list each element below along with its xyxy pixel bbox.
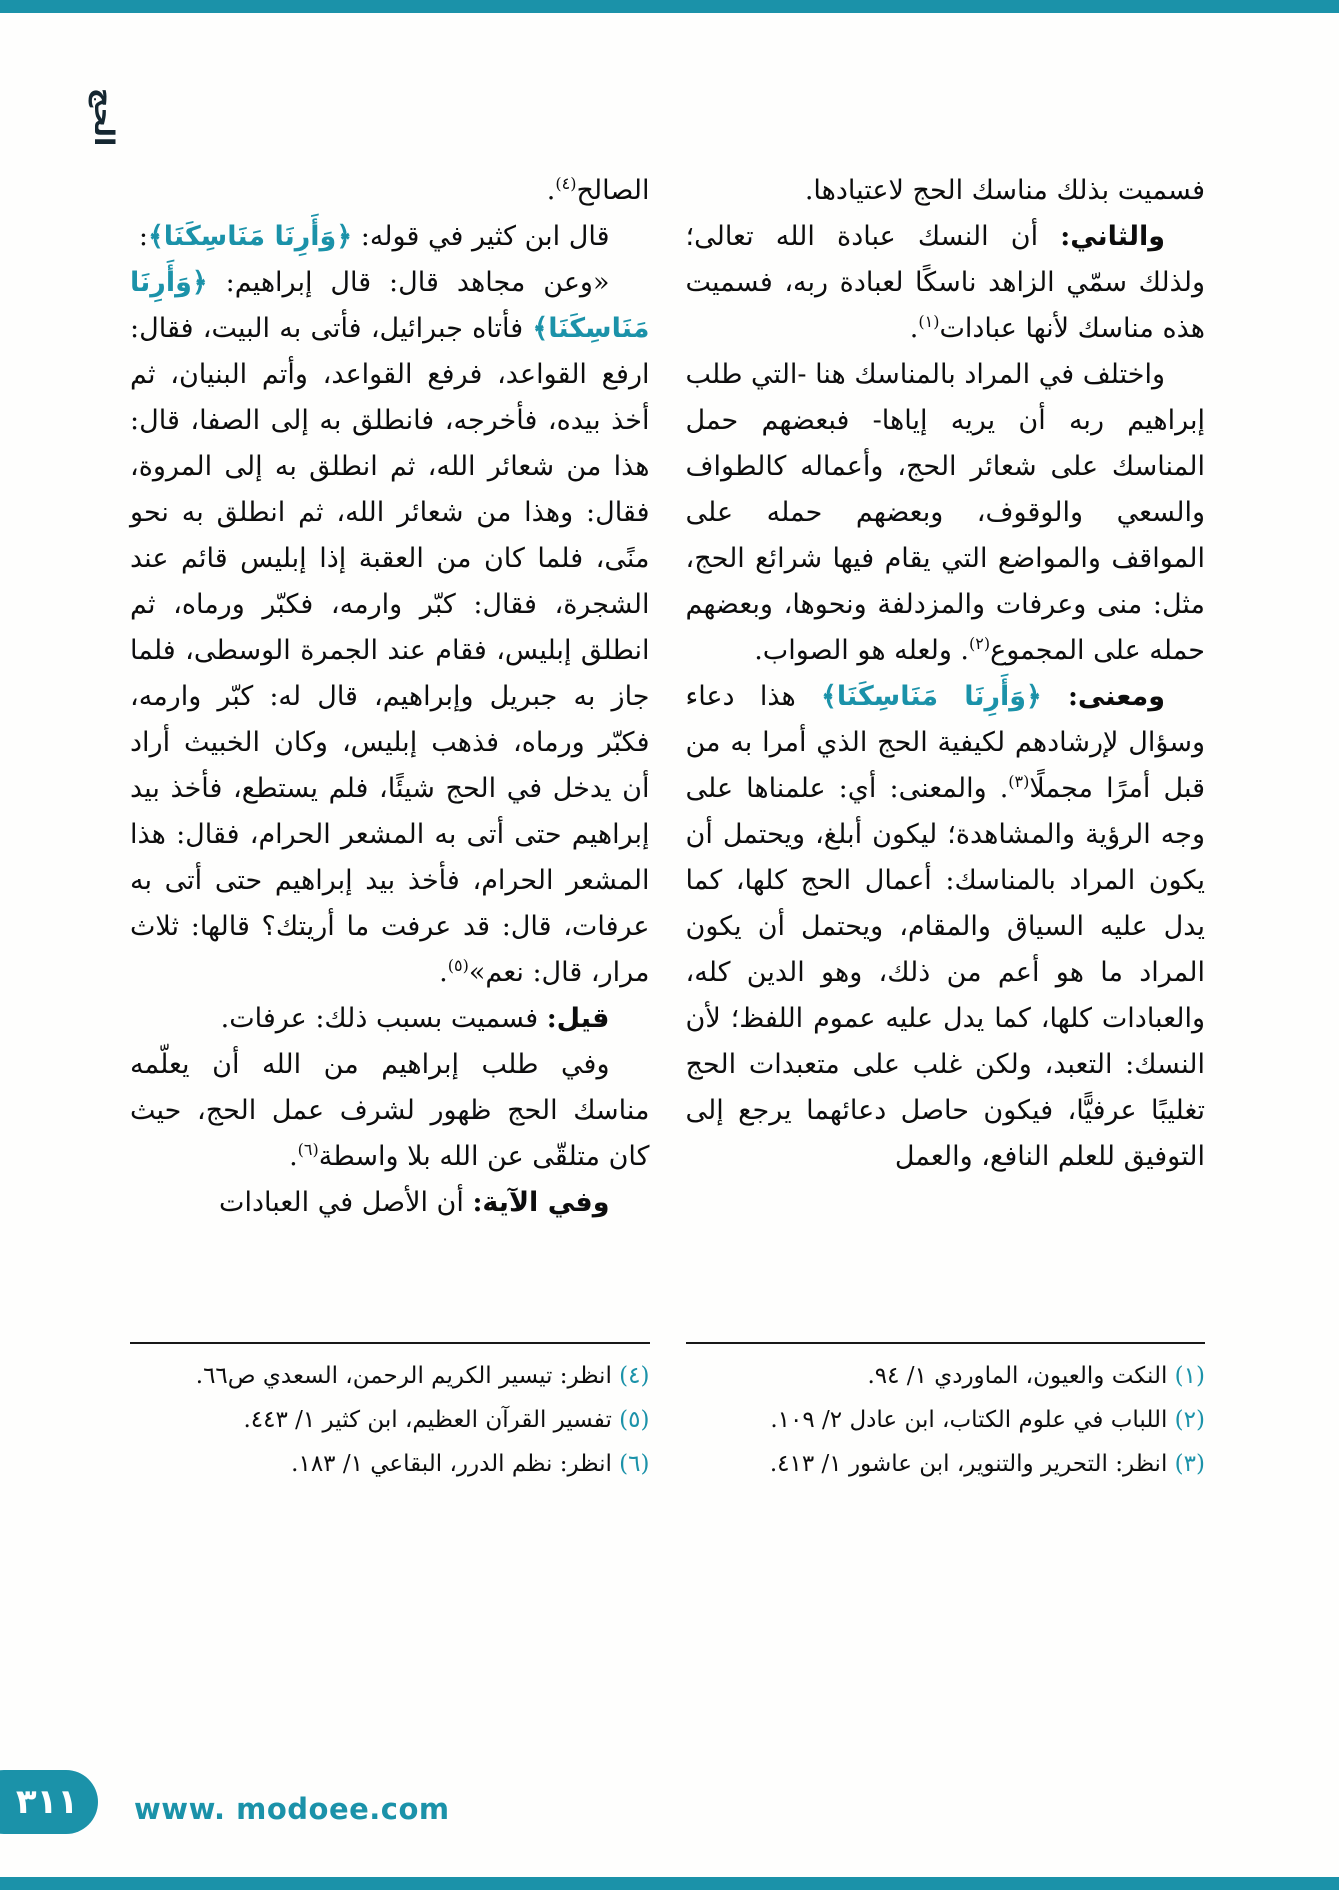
text-segment: الصالح — [576, 175, 650, 206]
footnote-text: انظر: التحرير والتنوير، ابن عاشور ١/ ٤١٣. — [769, 1451, 1175, 1477]
quran-verse: ﴿وَأَرِنَا مَنَاسِكَنَا﴾ — [130, 267, 650, 344]
text-segment: أن النسك عبادة الله تعالى؛ ولذلك سمّي الزاهد ناسكًا لعبادة ربه، فسميت هذه مناسك لأنها عبادات — [685, 221, 1205, 344]
paragraph — [686, 168, 1206, 214]
footnote-number: (١) — [1174, 1363, 1205, 1389]
page-number: ٣١١ — [15, 1782, 79, 1822]
footnote-number: (٢) — [1174, 1407, 1205, 1433]
paragraph — [130, 996, 650, 1042]
footnote — [686, 1358, 1206, 1395]
page-number-badge — [0, 1770, 98, 1834]
bottom-border-bar — [0, 1877, 1339, 1890]
text-segment: وفي الآية: — [472, 1187, 610, 1218]
footnote-text: تفسير القرآن العظيم، ابن كثير ١/ ٤٤٣. — [243, 1407, 620, 1433]
column-right — [686, 168, 1206, 1483]
footnote — [130, 1446, 650, 1483]
paragraph — [130, 260, 650, 996]
paragraph — [130, 1042, 650, 1180]
text-segment: . — [439, 957, 448, 988]
paragraph — [686, 214, 1206, 352]
text-segment: واختلف في المراد بالمناسك هنا -التي طلب إبراهيم ربه أن يريه إياها- فبعضهم حمل المناسك على شعائر الحج، وأعماله كالطواف والسعي والوقوف، وبعضهم حمله على المواقف والمواضع التي يقام فيها شرائع الحج، مثل: منى وعرفات والمزدلفة ونحوها، وبعضهم حمله على المجموع — [685, 359, 1205, 666]
text-segment: فأتاه جبرائيل، فأتى به البيت، فقال: ارفع القواعد، فرفع القواعد، وأتم البنيان، ثم أخذ بيده، فأخرجه، فانطلق به إلى الصفا، قال: هذا من شعائر الله، ثم انطلق به إلى المروة، فقال: وهذا من شعائر الله، ثم انطلق به نحو منًى، فلما كان من العقبة إذا إبليس قائم عند الشجرة، فقال: كبّر وارمه، فكبّر ورماه، ثم انطلق إبليس، فقام عند الجمرة الوسطى، فلما جاز به جبريل وإبراهيم، قال له: كبّر وارمه، فكبّر ورماه، فذهب إبليس، وكان الخبيث أراد أن يدخل في الحج شيئًا، فلم يستطع، فأخذ بيد إبراهيم حتى أتى به المشعر الحرام، فقال: هذا المشعر الحرام، فأخذ بيد إبراهيم حتى أتى به عرفات، قال: قد عرفت ما أريتك؟ قالها: ثلاث مرار، قال: نعم» — [130, 313, 650, 988]
website-url: www. modoee.com — [134, 1792, 450, 1826]
paragraph — [686, 674, 1206, 1180]
footnote-text: انظر: تيسير الكريم الرحمن، السعدي ص٦٦. — [195, 1363, 620, 1389]
quran-verse: ﴿وَأَرِنَا مَنَاسِكَنَا﴾ — [147, 221, 353, 252]
footnote-reference: (٢) — [969, 634, 991, 653]
text-segment: . — [909, 313, 919, 344]
text-segment: «وعن مجاهد قال: قال إبراهيم: — [207, 267, 610, 298]
footnotes — [130, 1342, 650, 1483]
paragraph — [130, 214, 650, 260]
footnote-number: (٣) — [1174, 1451, 1205, 1477]
footnote-number: (٦) — [619, 1451, 650, 1477]
text-segment: . والمعنى: أي: علمناها على وجه الرؤية والمشاهدة؛ ليكون أبلغ، ويحتمل أن يكون المراد بالمناسك: أعمال الحج كلها، كما يدل عليه السياق والمقام، ويحتمل أن يكون المراد ما هو أعم من ذلك، وهو الدين كله، والعبادات كلها، كما يدل عليه عموم اللفظ؛ لأن النسك: التعبد، ولكن غلب على متعبدات الحج تغليبًا عرفيًّا، فيكون حاصل دعائهما يرجع إلى التوفيق للعلم النافع، والعمل — [685, 773, 1205, 1172]
text-segment: أن الأصل في العبادات — [219, 1187, 473, 1218]
footnote — [130, 1402, 650, 1439]
paragraph — [686, 352, 1206, 674]
text-segment: والثاني: — [1060, 221, 1165, 252]
text-segment: . ولعله هو الصواب. — [754, 635, 970, 666]
top-border-bar — [0, 0, 1339, 13]
text-segment: : — [138, 221, 148, 252]
footnote-number: (٥) — [619, 1407, 650, 1433]
footnote-reference: (١) — [918, 312, 940, 331]
footnote-number: (٤) — [619, 1363, 650, 1389]
paragraphs — [686, 168, 1206, 1180]
footnote — [686, 1402, 1206, 1439]
text-segment: وفي طلب إبراهيم من الله أن يعلّمه مناسك الحج ظهور لشرف عمل الحج، حيث كان متلقّى عن الله بلا واسطة — [130, 1049, 650, 1172]
footnote — [130, 1358, 650, 1395]
footnote-reference: (٦) — [297, 1140, 319, 1159]
footnote — [686, 1446, 1206, 1483]
text-segment: قال ابن كثير في قوله: — [352, 221, 610, 252]
quran-verse: ﴿وَأَرِنَا مَنَاسِكَنَا﴾ — [821, 681, 1042, 712]
footnote-reference: (٣) — [1008, 772, 1030, 791]
text-segment: ومعنى: — [1041, 681, 1165, 712]
paragraph — [130, 168, 650, 214]
footnote-reference: (٥) — [447, 956, 469, 975]
text-segment: فسميت بذلك مناسك الحج لاعتيادها. — [804, 175, 1205, 206]
text-segment: . — [546, 175, 556, 206]
page-content — [130, 168, 1205, 1483]
paragraph — [130, 1180, 650, 1226]
text-segment: قيل: — [546, 1003, 610, 1034]
footnote-text: النكت والعيون، الماوردي ١/ ٩٤. — [867, 1363, 1175, 1389]
footnotes — [686, 1342, 1206, 1483]
column-left — [130, 168, 650, 1483]
text-segment: . — [289, 1141, 298, 1172]
text-segment: فسميت بسبب ذلك: عرفات. — [220, 1003, 547, 1034]
chapter-mark: الحج — [88, 88, 119, 147]
footnote-text: اللباب في علوم الكتاب، ابن عادل ٢/ ١٠٩. — [770, 1407, 1175, 1433]
text-segment: هذا دعاء وسؤال لإرشادهم لكيفية الحج الذي أمرا به من قبل أمرًا مجملًا — [685, 681, 1205, 804]
footnote-reference: (٤) — [555, 174, 577, 193]
footnote-text: انظر: نظم الدرر، البقاعي ١/ ١٨٣. — [291, 1451, 620, 1477]
paragraphs — [130, 168, 650, 1226]
